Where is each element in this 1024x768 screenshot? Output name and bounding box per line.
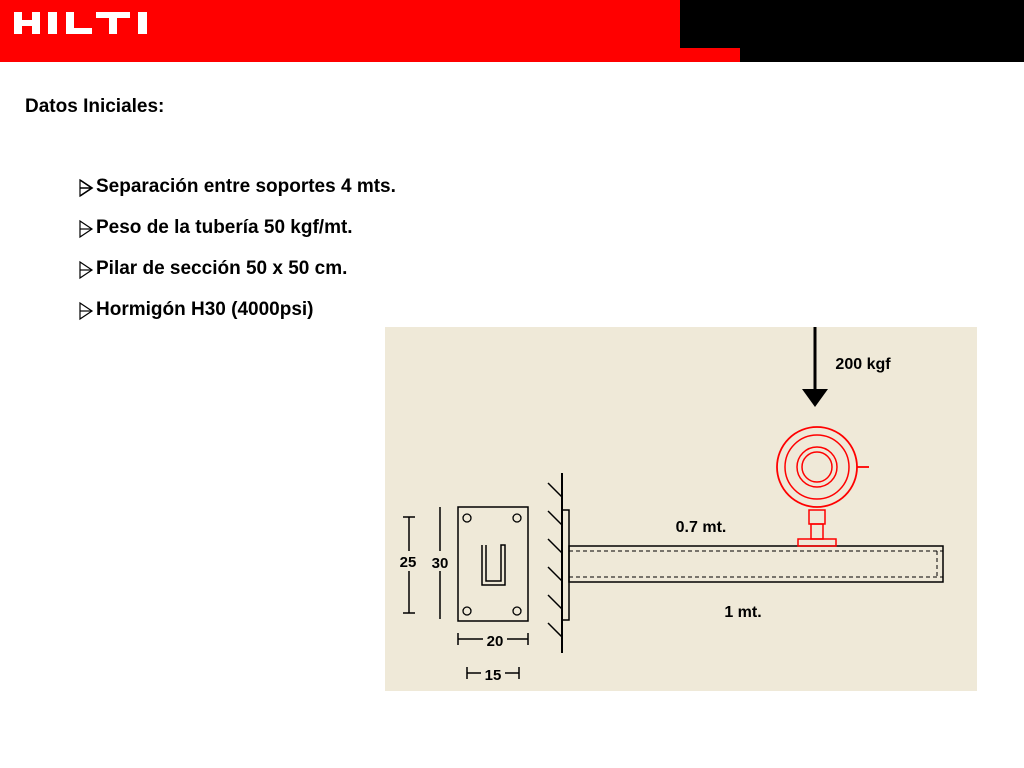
dim-label-15: 15 [484,667,502,684]
bullet-item [78,299,396,340]
dim-label-20: 20 [486,633,504,650]
header-black-strip [740,48,1024,62]
section-title: Datos Iniciales: [25,96,165,117]
arrow-bullet-icon [78,178,96,198]
load-label: 200 kgf [835,356,891,373]
diagram-background [385,327,977,691]
bullet-text: Separación entre soportes 4 mts. [96,176,396,197]
header-black-block [680,0,1024,48]
bullet-text: Peso de la tubería 50 kgf/mt. [96,217,353,238]
length-label: 1 mt. [724,604,762,621]
support-diagram [385,327,977,691]
bullet-list [78,176,396,340]
arrow-bullet-icon [78,301,96,321]
dim-label-30: 30 [431,555,449,572]
arrow-bullet-icon [78,260,96,280]
distance-label: 0.7 mt. [675,519,727,536]
dim-label-25: 25 [399,554,417,571]
arrow-bullet-icon [78,219,96,239]
bullet-item [78,176,396,217]
bullet-text: Pilar de sección 50 x 50 cm. [96,258,348,279]
bullet-item [78,217,396,258]
bullet-item [78,258,396,299]
bullet-text: Hormigón H30 (4000psi) [96,299,314,320]
hilti-logo [14,8,164,38]
